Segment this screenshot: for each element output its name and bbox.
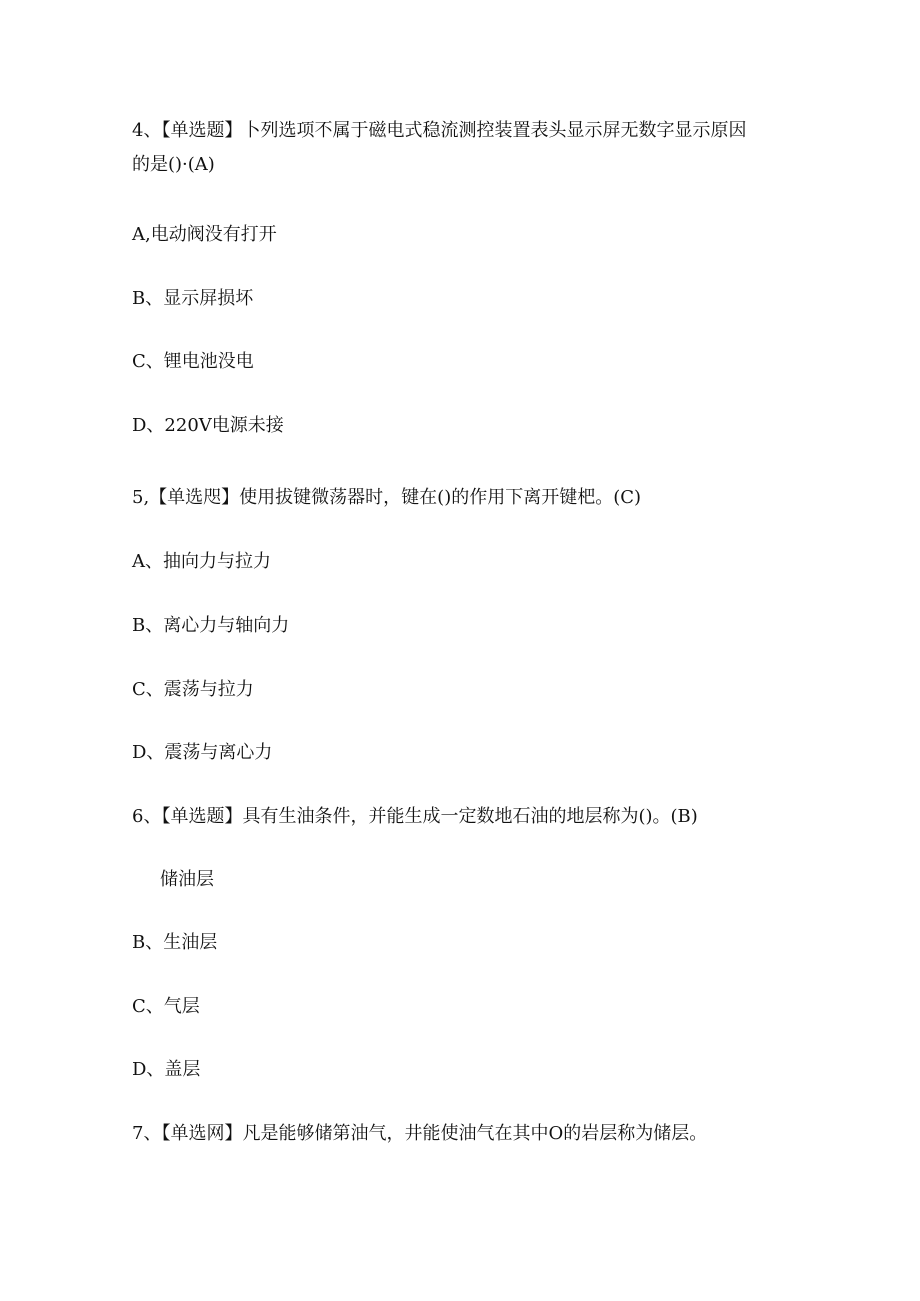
question-4-option-c: C、锂电池没电 bbox=[132, 351, 254, 372]
question-6-option-a: 储油层 bbox=[160, 869, 214, 890]
question-4-option-b: B、显示屏损坏 bbox=[132, 288, 254, 309]
question-4-option-d: D、220V电源未接 bbox=[132, 415, 284, 436]
question-4-stem-line1: 4、【单选题】卜列选项不属于磁电式稳流测控装置表头显示屏无数字显示原因 bbox=[132, 120, 747, 141]
question-5-option-c: C、震荡与拉力 bbox=[132, 679, 254, 700]
question-6-stem: 6、【单选题】具有生油条件，并能生成一定数地石油的地层称为()。(B) bbox=[132, 806, 698, 827]
question-6-option-c: C、气层 bbox=[132, 996, 200, 1017]
question-6-option-d: D、盖层 bbox=[132, 1059, 201, 1080]
question-5-option-b: B、离心力与轴向力 bbox=[132, 615, 290, 636]
question-5-option-d: D、震荡与离心力 bbox=[132, 742, 273, 763]
question-6-option-b: B、生油层 bbox=[132, 932, 218, 953]
question-4-option-a: A,电动阀没有打开 bbox=[132, 224, 277, 245]
question-5-stem: 5,【单选咫】使用拔键微荡器时，键在()的作用下离开键杷。(C) bbox=[132, 487, 642, 508]
question-7-stem: 7、【单选网】凡是能够储第油气，井能使油气在其中O的岩层称为储层。 bbox=[132, 1123, 708, 1144]
question-4-stem-line2: 的是()·(A) bbox=[132, 154, 215, 175]
question-5-option-a: A、抽向力与拉力 bbox=[132, 551, 271, 572]
